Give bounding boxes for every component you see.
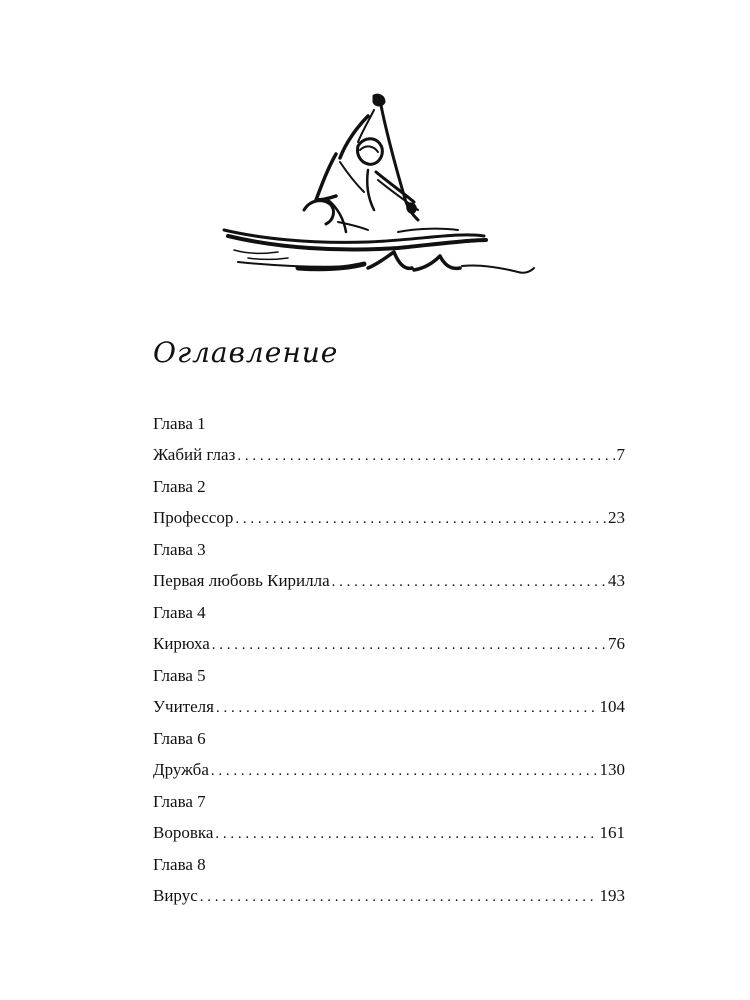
chapter-line (153, 505, 625, 531)
page-number: 161 (599, 823, 625, 842)
chapter-label: Глава 4 (153, 603, 206, 622)
table-of-contents (153, 412, 625, 916)
toc-entry (153, 853, 625, 916)
page-number: 7 (616, 445, 625, 464)
page-number: 23 (608, 508, 625, 527)
page-number: 104 (599, 697, 625, 716)
chapter-title: Воровка (153, 823, 214, 842)
chapter-label: Глава 2 (153, 477, 206, 496)
canoe-rower-sketch-icon (218, 92, 540, 282)
chapter-line (153, 694, 625, 720)
chapter-line (153, 883, 625, 909)
toc-entry (153, 538, 625, 601)
dot-leader (332, 569, 606, 595)
chapter-label: Глава 1 (153, 414, 206, 433)
chapter-label: Глава 7 (153, 792, 206, 811)
dot-leader (216, 695, 598, 721)
toc-entry (153, 727, 625, 790)
page-title: Оглавление (153, 336, 339, 369)
chapter-title: Первая любовь Кирилла (153, 571, 330, 590)
toc-entry (153, 601, 625, 664)
toc-entry (153, 475, 625, 538)
toc-entry (153, 412, 625, 475)
page-number: 76 (608, 634, 625, 653)
dot-leader (211, 758, 598, 784)
dot-leader (235, 506, 606, 532)
chapter-line (153, 568, 625, 594)
chapter-title: Дружба (153, 760, 209, 779)
dot-leader (237, 443, 614, 469)
chapter-title: Жабий глаз (153, 445, 236, 464)
chapter-title: Учителя (153, 697, 214, 716)
chapter-label: Глава 8 (153, 855, 206, 874)
page-number: 43 (608, 571, 625, 590)
toc-entry (153, 790, 625, 853)
dot-leader (200, 884, 598, 910)
chapter-label: Глава 6 (153, 729, 206, 748)
chapter-line (153, 442, 625, 468)
dot-leader (212, 632, 606, 658)
chapter-title: Вирус (153, 886, 198, 905)
chapter-line (153, 757, 625, 783)
chapter-label: Глава 5 (153, 666, 206, 685)
page-number: 130 (599, 760, 625, 779)
chapter-title: Кирюха (153, 634, 210, 653)
chapter-line (153, 631, 625, 657)
toc-entry (153, 664, 625, 727)
chapter-title: Профессор (153, 508, 234, 527)
page-number: 193 (599, 886, 625, 905)
chapter-label: Глава 3 (153, 540, 206, 559)
chapter-line (153, 820, 625, 846)
dot-leader (215, 821, 597, 847)
